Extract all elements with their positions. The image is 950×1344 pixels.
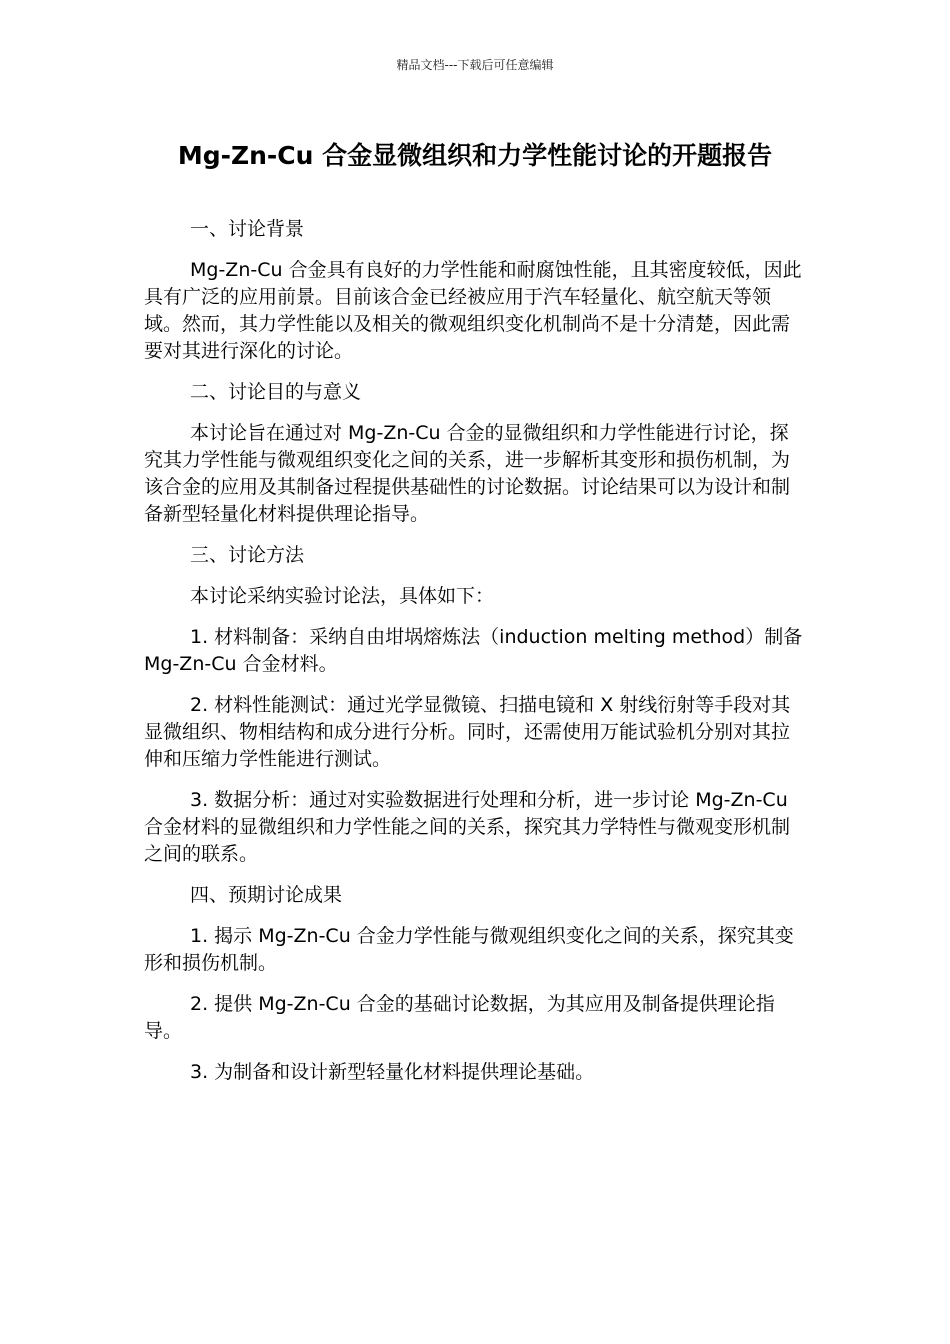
header-note: 精品文档---下载后可任意编辑 [396, 58, 554, 72]
section-heading-outcomes: 四、预期讨论成果 [190, 884, 343, 906]
section-heading-method: 三、讨论方法 [190, 544, 305, 566]
section-heading-purpose: 二、讨论目的与意义 [190, 381, 362, 403]
page-title: Mg-Zn-Cu 合金显微组织和力学性能讨论的开题报告 [177, 141, 773, 170]
method-step-3: 3. 数据分析：通过对实验数据进行处理和分析，进一步讨论 Mg-Zn-Cu 合金材料的显微组织和力学性能之间的关系，探究其力学特性与微观变形机制之间的联系。 [144, 789, 791, 865]
outcome-item-3: 3. 为制备和设计新型轻量化材料提供理论基础。 [190, 1061, 595, 1083]
method-step-1: 1. 材料制备：采纳自由坩埚熔炼法（induction melting method）制备 Mg-Zn-Cu 合金材料。 [144, 626, 803, 675]
method-intro-paragraph: 本讨论采纳实验讨论法，具体如下： [190, 585, 495, 607]
section-heading-background: 一、讨论背景 [190, 218, 305, 240]
outcome-item-1: 1. 揭示 Mg-Zn-Cu 合金力学性能与微观组织变化之间的关系，探究其变形和损伤机制。 [144, 925, 794, 974]
method-step-2: 2. 材料性能测试：通过光学显微镜、扫描电镜和 X 射线衍射等手段对其显微组织、物相结构和成分进行分析。同时，还需使用万能试验机分别对其拉伸和压缩力学性能进行测试。 [144, 694, 791, 770]
purpose-paragraph: 本讨论旨在通过对 Mg-Zn-Cu 合金的显微组织和力学性能进行讨论，探究其力学性能与微观组织变化之间的关系，进一步解析其变形和损伤机制，为该合金的应用及其制备过程提供基础性的讨论数据。讨论结果可以为设计和制备新型轻量化材料提供理论指导。 [144, 422, 791, 525]
document-body [144, 216, 806, 1100]
background-paragraph: Mg-Zn-Cu 合金具有良好的力学性能和耐腐蚀性能，且其密度较低，因此具有广泛的应用前景。目前该合金已经被应用于汽车轻量化、航空航天等领域。然而，其力学性能以及相关的微观组织变化机制尚不是十分清楚，因此需要对其进行深化的讨论。 [144, 259, 802, 362]
outcome-item-2: 2. 提供 Mg-Zn-Cu 合金的基础讨论数据，为其应用及制备提供理论指导。 [144, 993, 775, 1042]
